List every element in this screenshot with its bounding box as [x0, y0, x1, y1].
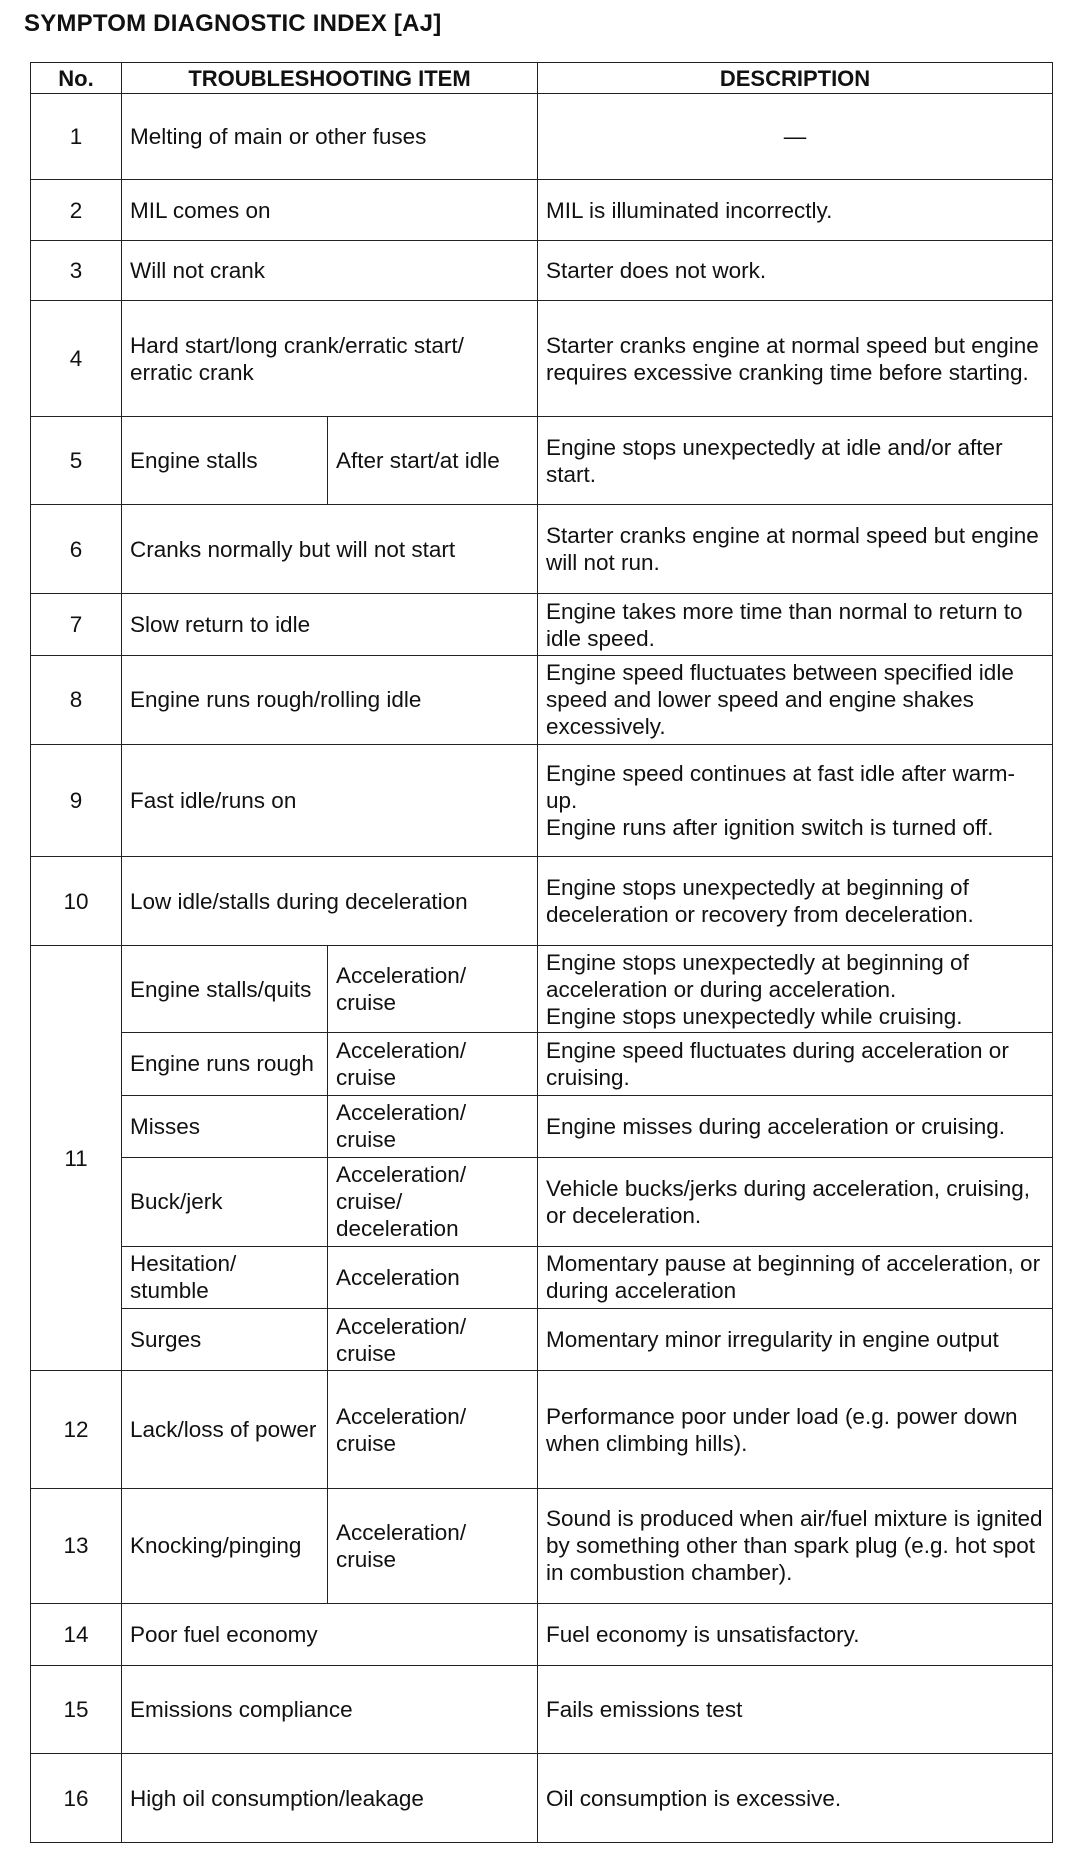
row-number: 3 [31, 240, 122, 300]
description-line: Engine runs after ignition switch is turned off. [546, 814, 994, 840]
operating-condition: Acceleration [328, 1246, 538, 1308]
troubleshooting-item: Hard start/long crank/erratic start/ erratic crank [122, 301, 538, 417]
table-row [31, 1665, 1053, 1754]
operating-condition: Acceleration/ cruise [328, 1095, 538, 1157]
row-number: 16 [31, 1754, 122, 1843]
row-number: 1 [31, 94, 122, 180]
description [538, 945, 1053, 1033]
description: Sound is produced when air/fuel mixture is ignited by something other than spark plug (e.g. hot spot in combustion chamber). [538, 1488, 1053, 1603]
row-number: 5 [31, 416, 122, 505]
table-row [31, 301, 1053, 417]
description [538, 744, 1053, 857]
troubleshooting-item: Engine runs rough/rolling idle [122, 656, 538, 745]
troubleshooting-item: Low idle/stalls during deceleration [122, 857, 538, 946]
row-number: 6 [31, 505, 122, 594]
description: Fails emissions test [538, 1665, 1053, 1754]
table-row [31, 1754, 1053, 1843]
description: Oil consumption is excessive. [538, 1754, 1053, 1843]
table-row [31, 416, 1053, 505]
description: Engine speed fluctuates between specified idle speed and lower speed and engine shakes excessively. [538, 656, 1053, 745]
table-row [31, 94, 1053, 180]
row-number: 11 [31, 945, 122, 1370]
operating-condition: Acceleration/ cruise [328, 945, 538, 1033]
row-number: 9 [31, 744, 122, 857]
table-row [31, 1246, 1053, 1308]
symptom-diagnostic-table [30, 62, 1053, 1843]
table-row [31, 945, 1053, 1033]
table-row [31, 180, 1053, 240]
troubleshooting-item: Melting of main or other fuses [122, 94, 538, 180]
table-row [31, 593, 1053, 655]
description: Starter cranks engine at normal speed but engine requires excessive cranking time before starting. [538, 301, 1053, 417]
table-row [31, 1488, 1053, 1603]
operating-condition: After start/at idle [328, 416, 538, 505]
description: Momentary pause at beginning of acceleration, or during acceleration [538, 1246, 1053, 1308]
row-number: 12 [31, 1371, 122, 1489]
header-no: No. [31, 63, 122, 94]
description: Fuel economy is unsatisfactory. [538, 1603, 1053, 1665]
troubleshooting-item: Engine runs rough [122, 1033, 328, 1095]
header-troubleshooting-item: TROUBLESHOOTING ITEM [122, 63, 538, 94]
description: Engine stops unexpectedly at idle and/or after start. [538, 416, 1053, 505]
operating-condition: Acceleration/ cruise [328, 1371, 538, 1489]
troubleshooting-item: Misses [122, 1095, 328, 1157]
troubleshooting-item: Poor fuel economy [122, 1603, 538, 1665]
table-header-row [31, 63, 1053, 94]
table-row [31, 1603, 1053, 1665]
troubleshooting-item: Fast idle/runs on [122, 744, 538, 857]
description: Engine takes more time than normal to return to idle speed. [538, 593, 1053, 655]
troubleshooting-item: MIL comes on [122, 180, 538, 240]
description: Starter cranks engine at normal speed but engine will not run. [538, 505, 1053, 594]
row-number: 7 [31, 593, 122, 655]
description: Performance poor under load (e.g. power down when climbing hills). [538, 1371, 1053, 1489]
page-title: SYMPTOM DIAGNOSTIC INDEX [AJ] [24, 10, 442, 37]
header-description: DESCRIPTION [538, 63, 1053, 94]
description: Momentary minor irregularity in engine output [538, 1308, 1053, 1370]
description-line: Engine speed continues at fast idle after warm-up. [546, 760, 1016, 813]
row-number: 8 [31, 656, 122, 745]
table-row [31, 1308, 1053, 1370]
table-row [31, 1158, 1053, 1247]
table-row [31, 1095, 1053, 1157]
row-number: 13 [31, 1488, 122, 1603]
description: Engine speed fluctuates during acceleration or cruising. [538, 1033, 1053, 1095]
troubleshooting-item: Lack/loss of power [122, 1371, 328, 1489]
troubleshooting-item: Engine stalls/quits [122, 945, 328, 1033]
table-row [31, 1033, 1053, 1095]
row-number: 10 [31, 857, 122, 946]
table-row [31, 857, 1053, 946]
troubleshooting-item: Emissions compliance [122, 1665, 538, 1754]
troubleshooting-item: Hesitation/ stumble [122, 1246, 328, 1308]
description-line: Engine stops unexpectedly at beginning of acceleration or during acceleration. [546, 949, 969, 1002]
table-row [31, 744, 1053, 857]
table-row [31, 1371, 1053, 1489]
operating-condition: Acceleration/ cruise [328, 1488, 538, 1603]
table-row [31, 505, 1053, 594]
description: Starter does not work. [538, 240, 1053, 300]
table-row [31, 656, 1053, 745]
troubleshooting-item: Slow return to idle [122, 593, 538, 655]
troubleshooting-item: Knocking/pinging [122, 1488, 328, 1603]
description-line: Engine stops unexpectedly while cruising. [546, 1003, 963, 1029]
row-number: 4 [31, 301, 122, 417]
description: MIL is illuminated incorrectly. [538, 180, 1053, 240]
operating-condition: Acceleration/ cruise [328, 1033, 538, 1095]
troubleshooting-item: Cranks normally but will not start [122, 505, 538, 594]
troubleshooting-item: Will not crank [122, 240, 538, 300]
troubleshooting-item: Buck/jerk [122, 1158, 328, 1247]
description: Engine stops unexpectedly at beginning of deceleration or recovery from deceleration. [538, 857, 1053, 946]
description: — [538, 94, 1053, 180]
troubleshooting-item: High oil consumption/leakage [122, 1754, 538, 1843]
row-number: 14 [31, 1603, 122, 1665]
row-number: 2 [31, 180, 122, 240]
row-number: 15 [31, 1665, 122, 1754]
description: Engine misses during acceleration or cruising. [538, 1095, 1053, 1157]
operating-condition: Acceleration/ cruise/ deceleration [328, 1158, 538, 1247]
description: Vehicle bucks/jerks during acceleration, cruising, or deceleration. [538, 1158, 1053, 1247]
operating-condition: Acceleration/ cruise [328, 1308, 538, 1370]
troubleshooting-item: Engine stalls [122, 416, 328, 505]
table-row [31, 240, 1053, 300]
troubleshooting-item: Surges [122, 1308, 328, 1370]
